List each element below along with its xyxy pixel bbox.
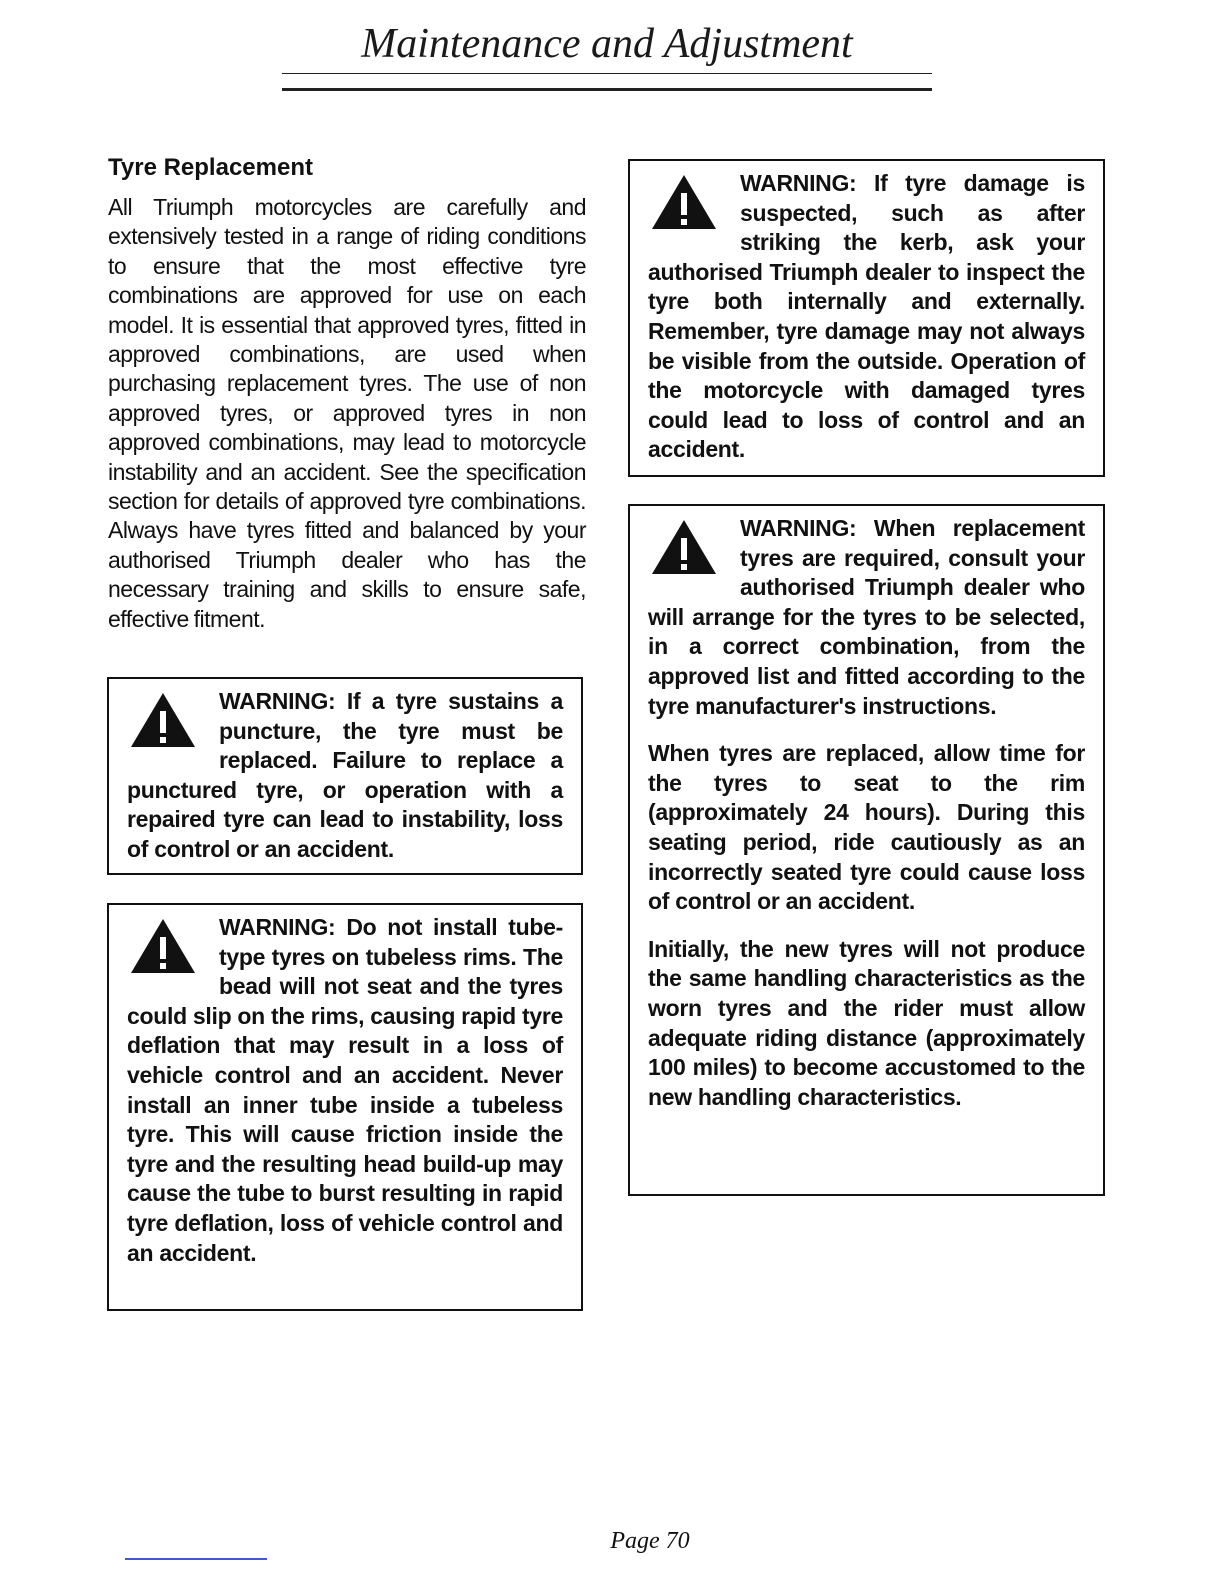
section-heading: Tyre Replacement: [108, 154, 313, 181]
header-rule-thick: [282, 88, 932, 91]
warning-triangle-icon: [129, 691, 197, 749]
header-rule-thin: [282, 73, 932, 74]
section-body: All Triumph motorcycles are carefully and extensively tested in a range of riding conditions to ensure that the most effective tyre combinations are approved for use on each model. It is essential that approved tyres, fitted in approved combinations, are used when purchasing replacement tyres. The use of non approved tyres, or approved tyres in non approved combinations, may lead to motorcycle instability and an accident. See the specification section for details of approved tyre combinations. Always have tyres fitted and balanced by your authorised Triumph dealer who has the necessary training and skills to ensure safe, effective fitment.: [108, 194, 586, 632]
warning-box-tube-type: [107, 903, 583, 1311]
warning-text: WARNING: When replacement tyres are required, consult your authorised Triumph dealer who will arrange for the tyres to be selected, in a correct combination, from the approved list and fitted according to the tyre manufacturer's instructions.: [648, 515, 1085, 719]
warning-triangle-icon: [650, 518, 718, 576]
warning-box-replacement: [628, 504, 1105, 1196]
warning-triangle-icon: [129, 917, 197, 975]
left-column: [108, 153, 586, 634]
warning-paragraph-handling: Initially, the new tyres will not produce the same handling characteristics as the worn tyres and the rider must allow adequate riding distance (approximately 100 miles) to become accustomed to the new handling characteristics.: [648, 935, 1085, 1110]
footer-underline: [125, 1558, 267, 1560]
warning-triangle-icon: [650, 173, 718, 231]
page-number: Page 70: [610, 1528, 690, 1554]
warning-paragraph-seating: When tyres are replaced, allow time for the tyres to seat to the rim (approximately 24 hours). During this seating period, ride cautiously as an incorrectly seated tyre could cause loss of control or an accident.: [648, 740, 1085, 915]
warning-box-damage: [628, 159, 1105, 477]
warning-text: WARNING: If a tyre sustains a puncture, the tyre must be replaced. Failure to replace a punctured tyre, or operation with a repaired tyre can lead to instability, loss of control or an accident.: [127, 688, 563, 862]
warning-text: WARNING: Do not install tube-type tyres on tubeless rims. The bead will not seat and the tyres could slip on the rims, causing rapid tyre deflation that may result in a loss of vehicle control and an accident. Never install an inner tube inside a tubeless tyre. This will cause friction inside the tyre and the resulting head build-up may cause the tube to burst resulting in rapid tyre deflation, loss of vehicle control and an accident.: [127, 914, 563, 1266]
warning-text: WARNING: If tyre damage is suspected, such as after striking the kerb, ask your authorised Triumph dealer to inspect the tyre both internally and externally. Remember, tyre damage may not always be visible from the outside. Operation of the motorcycle with damaged tyres could lead to loss of control and an accident.: [648, 170, 1085, 463]
warning-box-puncture: [107, 677, 583, 875]
page-title: Maintenance and Adjustment: [361, 21, 853, 67]
